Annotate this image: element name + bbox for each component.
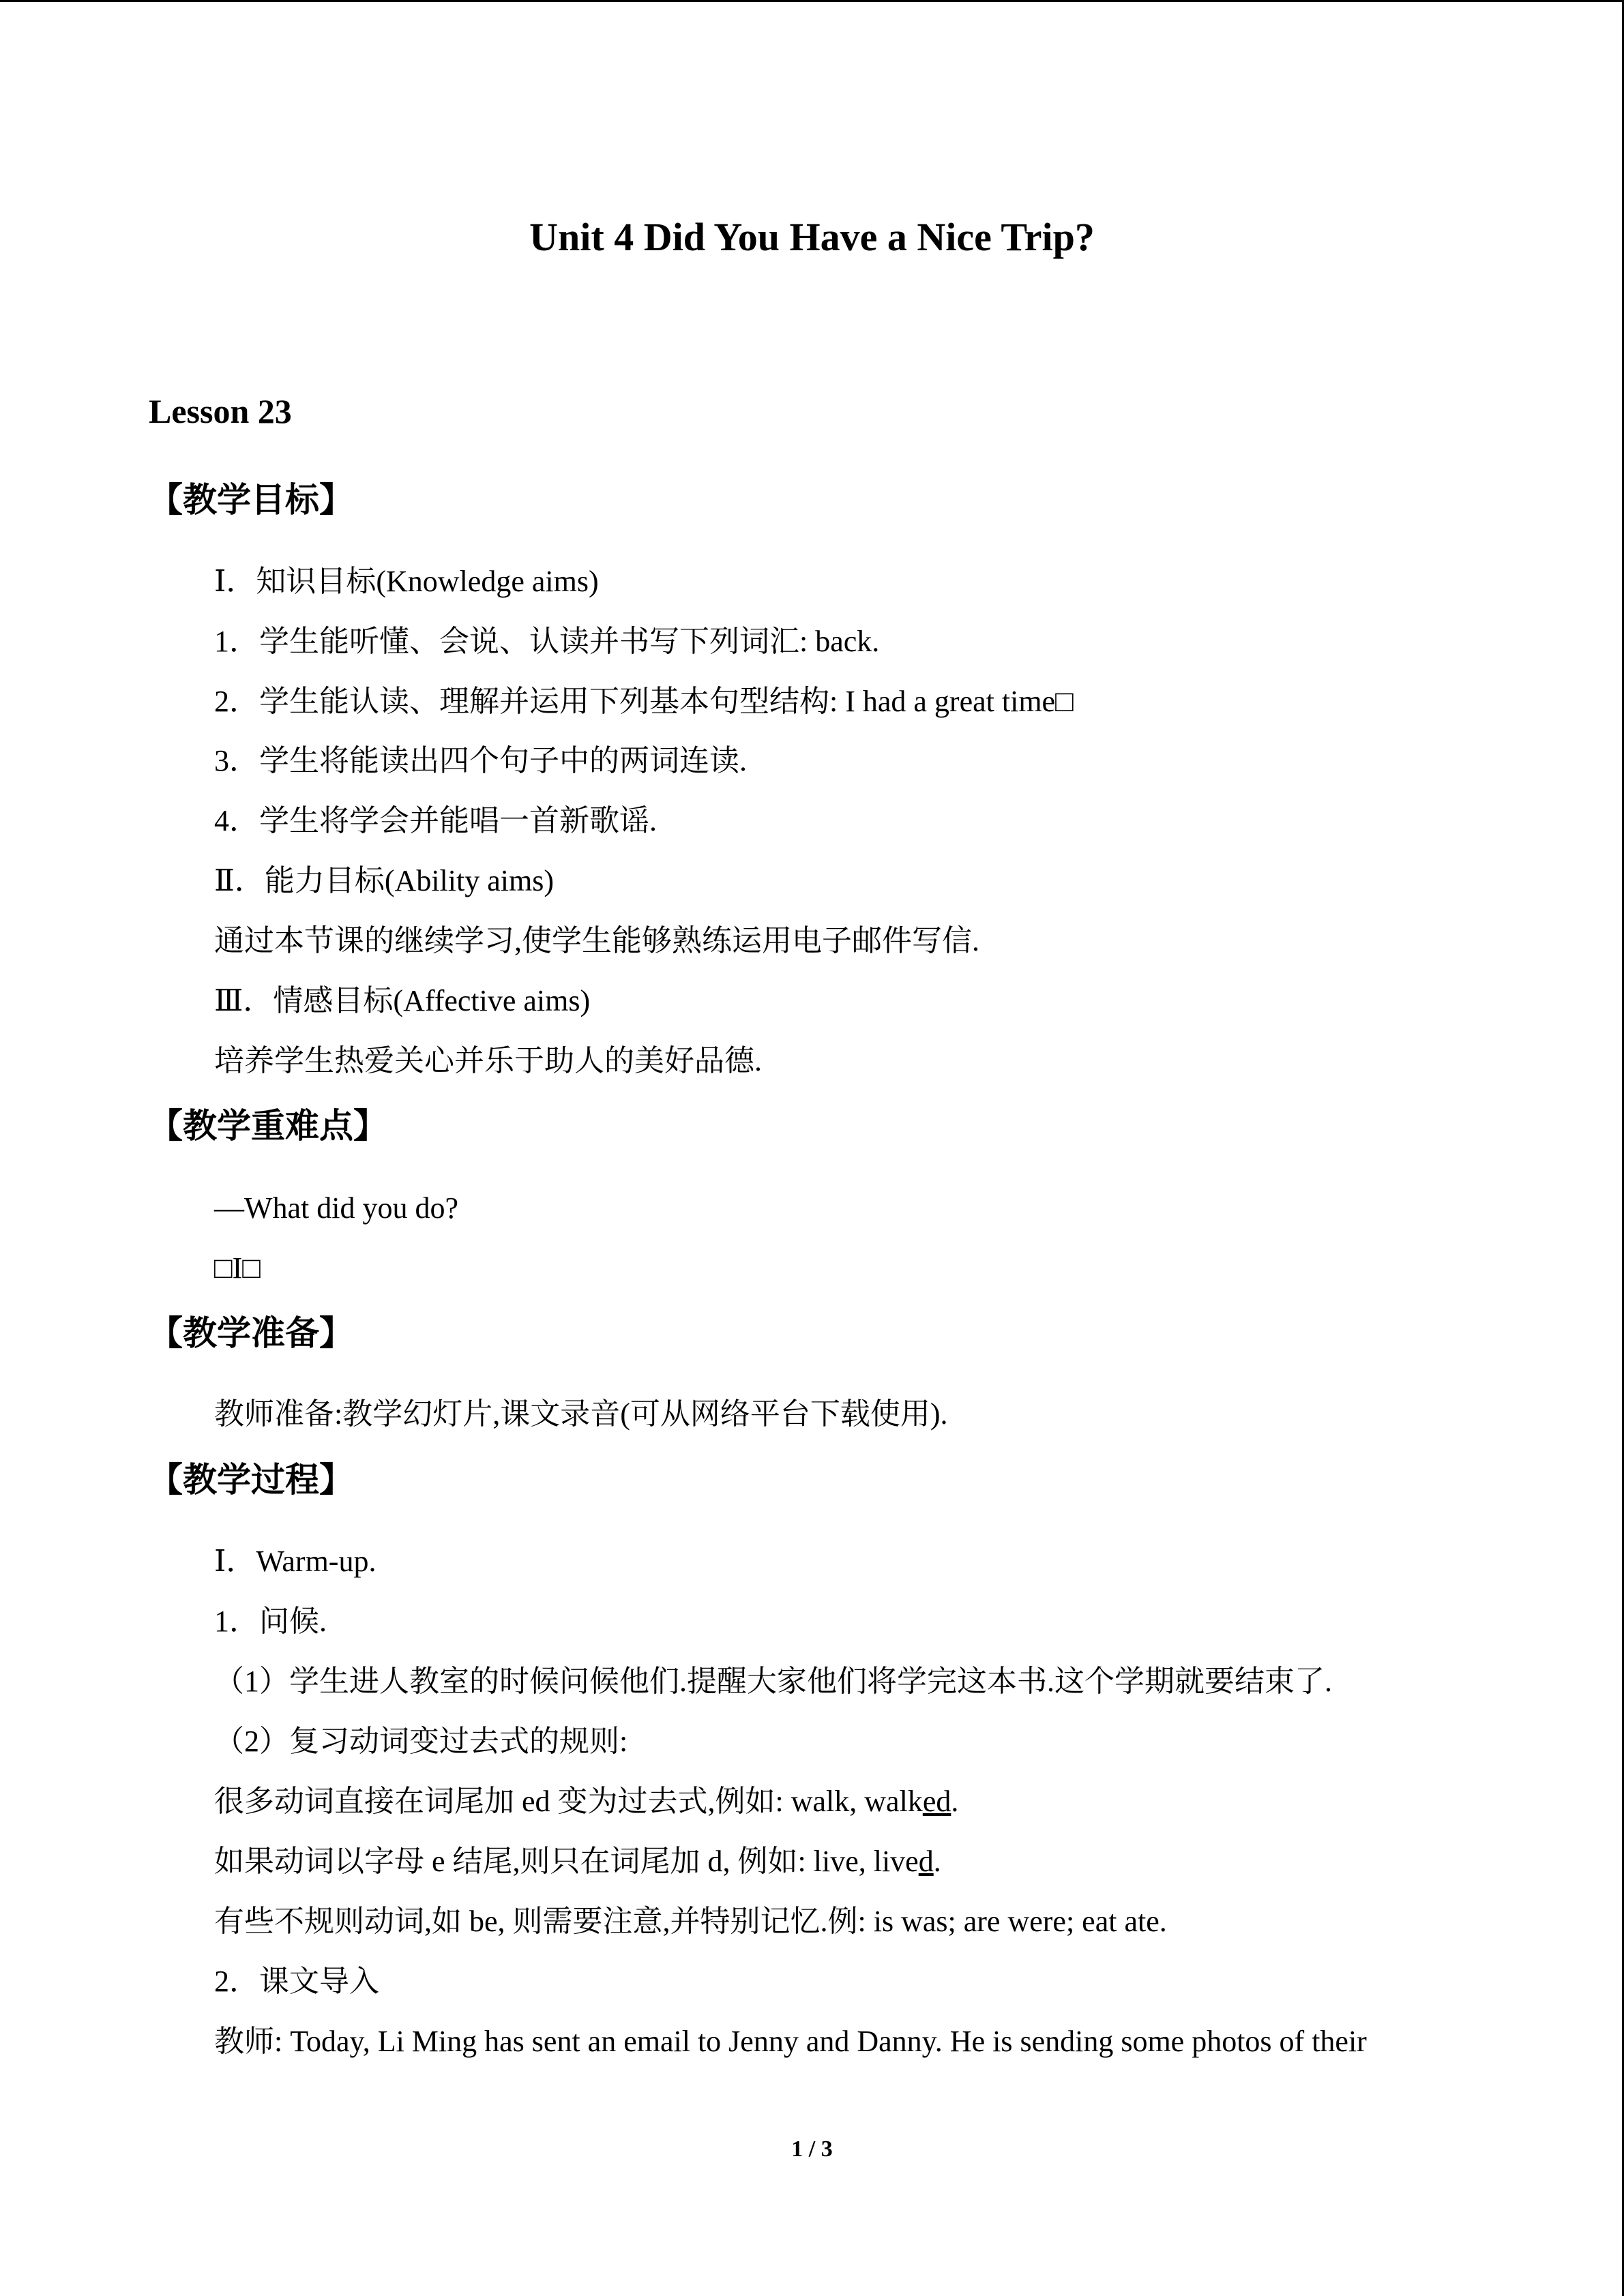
lesson-intro-heading: 2．课文导入 [214,1965,379,1998]
keypoints-heading: 【教学重难点】 [149,1106,387,1146]
lesson-heading: Lesson 23 [149,392,292,430]
process-heading: 【教学过程】 [149,1460,353,1500]
page-number: 1 / 3 [791,2136,833,2162]
rule-line-3: 有些不规则动词,如 be, 则需要注意,并特别记忆.例: is was; are were; eat ate. [214,1905,1167,1938]
affective-aims-text: 培养学生热爱关心并乐于助人的美好品德. [214,1044,762,1077]
affective-aims-heading: Ⅲ．情感目标(Affective aims) [214,984,591,1017]
knowledge-aim-4: 4．学生将学会并能唱一首新歌谣. [214,804,657,837]
rule-1-end: . [951,1785,959,1818]
knowledge-aim-1: 1．学生能听懂、会说、认读并书写下列词汇: back. [214,625,880,658]
knowledge-aim-3: 3．学生将能读出四个句子中的两词连读. [214,744,747,777]
rule-1-underlined-suffix: ed [922,1785,951,1818]
prep-line-1: 教师准备:教学幻灯片,课文录音(可从网络平台下载使用). [214,1397,948,1431]
prep-heading: 【教学准备】 [149,1313,353,1353]
aims-heading: 【教学目标】 [149,480,353,520]
teacher-line: 教师: Today, Li Ming has sent an email to Jenny and Danny. He is sending some photos of their [214,2025,1367,2058]
rule-2-underlined-suffix: d [918,1845,934,1878]
knowledge-aims-heading: Ⅰ．知识目标(Knowledge aims) [214,565,599,598]
rule-2-end: . [933,1845,941,1878]
keypoint-line-1: —What did you do? [214,1191,459,1225]
knowledge-aim-2: 2．学生能认读、理解并运用下列基本句型结构: I had a great time□ [214,685,1074,718]
warmup-heading: Ⅰ．Warm-up. [214,1545,377,1578]
rule-1-text: 很多动词直接在词尾加 ed 变为过去式,例如: walk, walk [214,1785,923,1818]
rule-2-text: 如果动词以字母 e 结尾,则只在词尾加 d, 例如: live, live [214,1845,919,1878]
document-title: Unit 4 Did You Have a Nice Trip? [529,215,1095,259]
process-step-1: （1）学生进人教室的时候问候他们.提醒大家他们将学完这本书.这个学期就要结束了. [214,1665,1332,1698]
ability-aims-text: 通过本节课的继续学习,使学生能够熟练运用电子邮件写信. [214,924,979,957]
ability-aims-heading: Ⅱ．能力目标(Ability aims) [214,864,554,897]
keypoint-line-2: □I□ [214,1251,261,1285]
rule-line-2 [214,1840,941,1883]
top-border [0,0,1624,2]
rule-line-1 [214,1780,958,1823]
greeting-heading: 1．问候. [214,1605,327,1638]
process-step-2: （2）复习动词变过去式的规则: [214,1725,628,1758]
